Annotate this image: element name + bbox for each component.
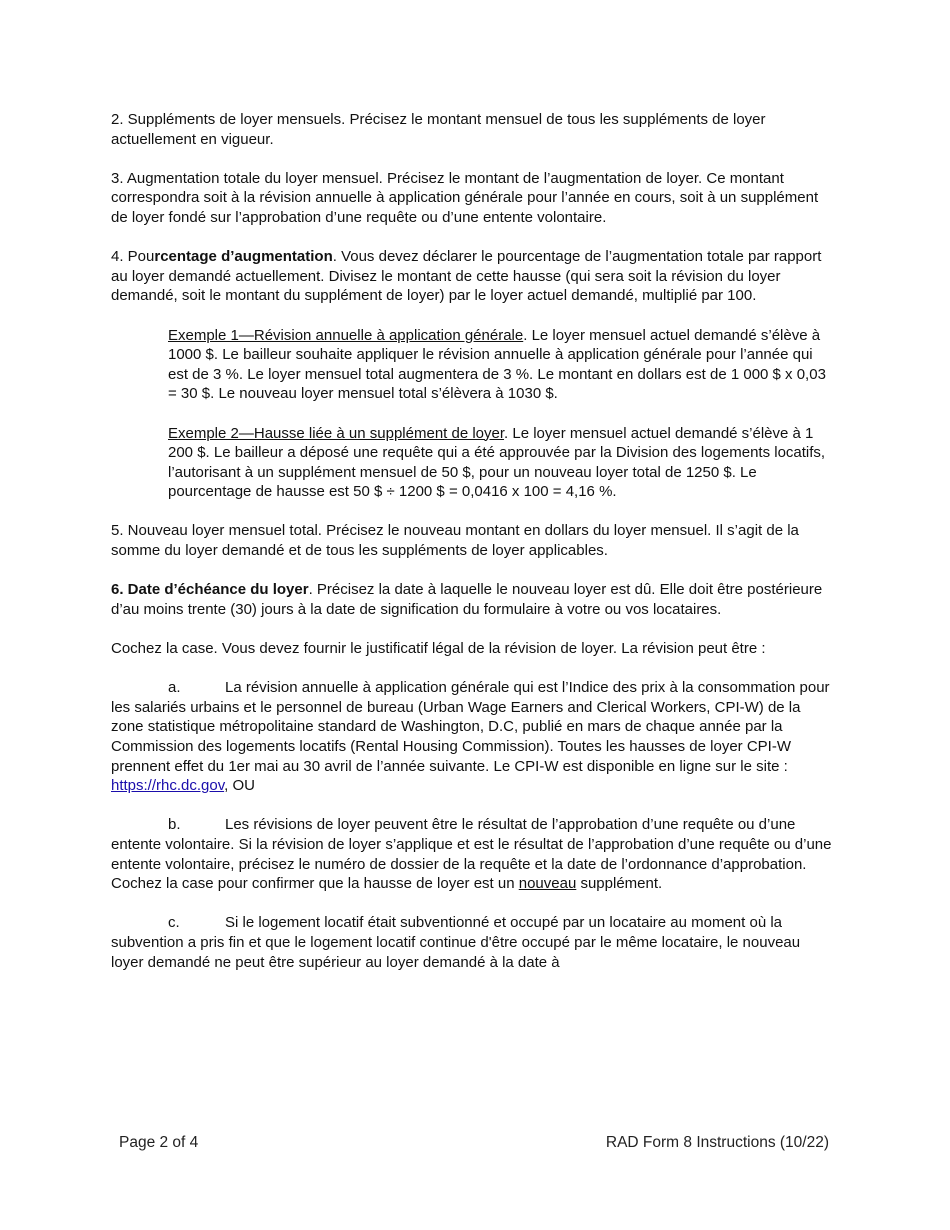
section-6-text: . Précisez la date à laquelle le nouveau loyer est dû. Elle doit être postérieure d’au moins trente (30) jours à la date de signification du formulaire à votre ou vos locataires. bbox=[111, 581, 823, 618]
section-3-title: 3. Augmentation totale du loyer mensuel. bbox=[111, 169, 383, 187]
item-a bbox=[111, 678, 833, 796]
item-a-label: a. bbox=[168, 679, 181, 697]
section-4-text: . Vous devez déclarer le pourcentage de l’augmentation totale par rapport au loyer demandé actuellement. Divisez le montant de cette hausse (qui sera soit la révision du loyer demandé, soit le montant du supplément de loyer) par le loyer actuel demandé, multiplié par 100. bbox=[111, 248, 822, 305]
item-b-underlined: nouveau bbox=[518, 875, 577, 893]
section-4 bbox=[111, 247, 833, 306]
section-6 bbox=[111, 580, 833, 619]
section-2-text: Précisez le montant mensuel de tous les suppléments de loyer actuellement en vigueur. bbox=[111, 111, 766, 148]
item-b bbox=[111, 815, 833, 893]
item-b-label: b. bbox=[168, 816, 181, 834]
page-number: Page 2 of 4 bbox=[119, 1134, 199, 1151]
example-1 bbox=[168, 326, 833, 404]
item-a-text: La révision annuelle à application générale qui est l’Indice des prix à la consommation pour les salariés urbains et le personnel de bureau (Urban Wage Earners and Clerical Workers, CPI-W) de la zone statistique métropolitaine standard de Washington, D.C, publié en mars de chaque année par la Commission des logements locatifs (Rental Housing Commission). Toutes les hausses de loyer CPI-W prennent effet du 1er mai au 30 avril de l’année suivante. Le CPI-W est disponible en ligne sur le site : bbox=[111, 679, 830, 775]
item-c-label: c. bbox=[168, 914, 180, 932]
section-3 bbox=[111, 169, 833, 228]
item-b-suffix: supplément. bbox=[576, 875, 663, 893]
example-2-title: Exemple 2—Hausse liée à un supplément de loyer bbox=[168, 424, 505, 442]
item-a-suffix: , OU bbox=[224, 777, 255, 795]
item-b-text: Les révisions de loyer peuvent être le résultat de l’approbation d’une requête ou d’une entente volontaire. Si la révision de loyer s’applique et est le résultat de l’approbation d’une requête ou d’une entente volontaire, précisez le numéro de dossier de la requête et la date de l’ordonnance d’approbation. Cochez la case pour confirmer que la hausse de loyer est un bbox=[111, 816, 832, 893]
checkbox-paragraph: Cochez la case. Vous devez fournir le justificatif légal de la révision de loyer. La révision peut être : bbox=[111, 640, 766, 658]
section-4-title-bold: rcentage d’augmentation bbox=[154, 248, 333, 266]
example-2-text: . Le loyer mensuel actuel demandé s’élève à 1 200 $. Le bailleur a déposé une requête qui a été approuvée par la Division des logements locatifs, l’autorisant à un supplément mensuel de 50 $, pour un nouveau loyer total de 1250 $. Le pourcentage de hausse est 50 $ ÷ 1200 $ = 0,0416 x 100 = 4,16 %. bbox=[168, 424, 826, 501]
instructions-body bbox=[111, 110, 833, 992]
section-4-title-prefix: 4. Pou bbox=[111, 248, 155, 266]
section-5-text: Précisez le nouveau montant en dollars du loyer mensuel. Il s’agit de la somme du loyer demandé et de tous les suppléments de loyer applicables. bbox=[111, 522, 799, 560]
example-1-title: Exemple 1—Révision annuelle à application générale bbox=[168, 326, 524, 344]
section-3-text: Précisez le montant de l’augmentation de loyer. Ce montant correspondra soit à la révision annuelle à application générale pour l’année en cours, soit à un supplément de loyer fondé sur l’approbation d’une requête ou d’une entente volontaire. bbox=[111, 169, 819, 226]
example-1-text: . Le loyer mensuel actuel demandé s’élève à 1000 $. Le bailleur souhaite appliquer le révision annuelle à application générale pour l’année qui est de 3 %. Le loyer mensuel total augmentera de 3 %. Le montant en dollars est de 1 000 $ x 0,03 = 30 $. Le nouveau loyer mensuel total s’élèvera à 1030 $. bbox=[168, 326, 826, 403]
section-5-title: 5. Nouveau loyer mensuel total. bbox=[111, 522, 322, 540]
item-c-text: Si le logement locatif était subventionné et occupé par un locataire au moment où la subvention a pris fin et que le logement locatif continue d'être occupé par le même locataire, le nouveau loyer demandé ne peut être supérieur au loyer demandé à la date à bbox=[111, 914, 801, 971]
section-2-title: 2. Suppléments de loyer mensuels. bbox=[111, 111, 346, 128]
rhc-website-link[interactable]: https://rhc.dc.gov bbox=[111, 777, 225, 795]
item-c bbox=[111, 913, 833, 972]
form-identifier: RAD Form 8 Instructions (10/22) bbox=[605, 1134, 829, 1151]
example-2 bbox=[168, 424, 833, 502]
section-5 bbox=[111, 521, 833, 560]
page-footer bbox=[119, 1134, 829, 1152]
section-6-title: 6. Date d’échéance du loyer bbox=[111, 581, 309, 599]
section-2 bbox=[111, 110, 833, 149]
